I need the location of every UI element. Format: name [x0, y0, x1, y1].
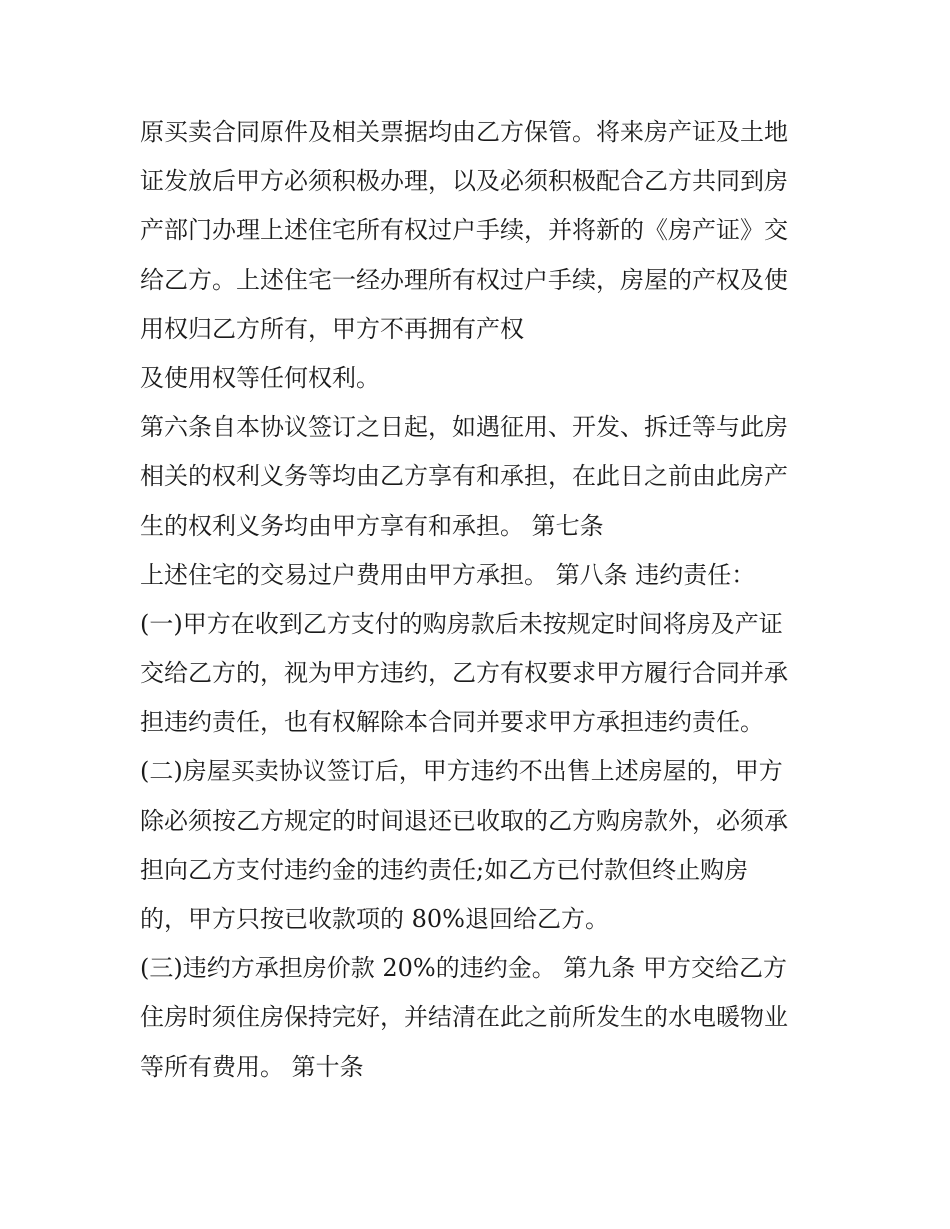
- text-line: 的，甲方只按已收款项的 80%退回给乙方。: [140, 905, 609, 933]
- text-line: 产部门办理上述住宅所有权过户手续，并将新的《房产证》交: [140, 216, 788, 245]
- text-line: 生的权利义务均由甲方享有和承担。 第七条: [140, 511, 604, 540]
- text-line: 担违约责任，也有权解除本合同并要求甲方承担违约责任。: [140, 708, 764, 737]
- text-line: (三)违约方承担房价款 20%的违约金。 第九条 甲方交给乙方: [140, 954, 787, 983]
- text-line: 及使用权等任何权利。: [140, 363, 380, 392]
- text-line: (二)房屋买卖协议签订后，甲方违约不出售上述房屋的，甲方: [140, 757, 783, 786]
- text-line: 住房时须住房保持完好，并结清在此之前所发生的水电暖物业: [140, 1003, 788, 1032]
- text-line: 原买卖合同原件及相关票据均由乙方保管。将来房产证及土地: [140, 118, 788, 146]
- contract-text-body: [140, 108, 820, 1092]
- text-line: 相关的权利义务等均由乙方享有和承担，在此日之前由此房产: [140, 462, 788, 491]
- text-line: 等所有费用。 第十条: [140, 1052, 364, 1081]
- text-line: 担向乙方支付违约金的违约责任;如乙方已付款但终止购房: [140, 855, 749, 884]
- text-line: 给乙方。上述住宅一经办理所有权过户手续，房屋的产权及使: [140, 265, 788, 294]
- text-line: 上述住宅的交易过户费用由甲方承担。 第八条 违约责任：: [140, 560, 756, 589]
- text-line: 除必须按乙方规定的时间退还已收取的乙方购房款外，必须承: [140, 806, 788, 835]
- text-line: (一)甲方在收到乙方支付的购房款后未按规定时间将房及产证: [140, 609, 783, 638]
- text-line: 第六条自本协议签订之日起，如遇征用、开发、拆迁等与此房: [140, 413, 788, 442]
- text-line: 用权归乙方所有，甲方不再拥有产权: [140, 314, 524, 343]
- text-line: 交给乙方的，视为甲方违约，乙方有权要求甲方履行合同并承: [140, 659, 788, 688]
- text-line: 证发放后甲方必须积极办理，以及必须积极配合乙方共同到房: [140, 167, 788, 196]
